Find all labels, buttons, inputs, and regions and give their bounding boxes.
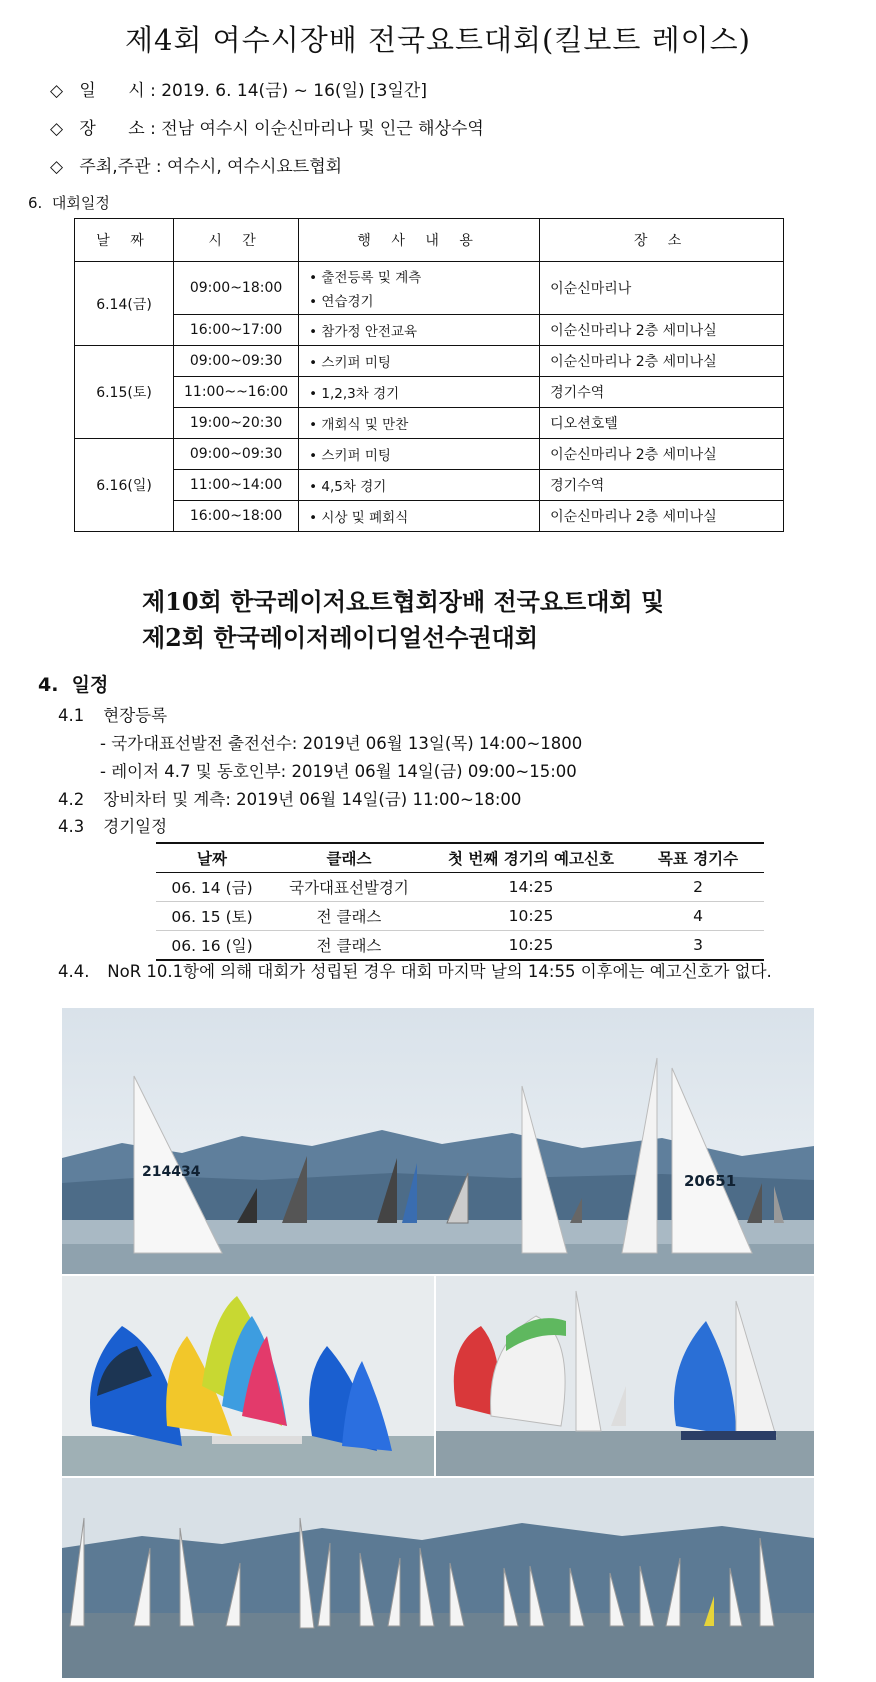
date-cell: 6.14(금) [75, 262, 174, 346]
place-cell: 경기수역 [540, 470, 784, 501]
info-value: 여수시, 여수시요트협회 [167, 157, 343, 177]
race-schedule-table [156, 842, 764, 961]
event-cell: • 시상 및 폐회식 [299, 501, 540, 532]
table-row [75, 439, 784, 470]
info-label: 장 소 [79, 119, 145, 139]
table-row [75, 346, 784, 377]
header-cell: 날 짜 [75, 219, 174, 262]
info-label: 주최,주관 [79, 157, 151, 177]
time-cell: 09:00~18:00 [174, 262, 299, 315]
item-number: 4.4. [58, 962, 90, 981]
place-cell: 이순신마리나 [540, 262, 784, 315]
sailing-photo-top [62, 1008, 814, 1274]
item-4-2 [58, 786, 521, 810]
info-value: 2019. 6. 14(금) ~ 16(일) [3일간] [161, 81, 427, 101]
time-cell: 09:00~09:30 [174, 439, 299, 470]
cell: 국가대표선발경기 [268, 873, 430, 902]
header-cell: 첫 번째 경기의 예고신호 [430, 843, 632, 873]
diamond-icon: ◇ [50, 157, 64, 177]
cell: 4 [632, 902, 764, 931]
date-cell: 6.16(일) [75, 439, 174, 532]
event-item: • 연습경기 [309, 294, 374, 310]
table-row [156, 902, 764, 931]
event1-title: 제4회 여수시장배 전국요트대회(킬보트 레이스) [124, 23, 751, 57]
time-cell: 09:00~09:30 [174, 346, 299, 377]
header-cell: 시 간 [174, 219, 299, 262]
time-cell: 11:00~~16:00 [174, 377, 299, 408]
info-value: 전남 여수시 이순신마리나 및 인근 해상수역 [161, 119, 484, 139]
item-text: 장비차터 및 계측: 2019년 06월 14일(금) 11:00~18:00 [103, 790, 522, 809]
info-sep: : [150, 81, 156, 101]
event-cell: • 스키퍼 미팅 [299, 439, 540, 470]
info-sep: : [155, 157, 162, 177]
table-header-row [75, 219, 784, 262]
cell: 06. 14 (금) [156, 873, 268, 902]
cell: 10:25 [430, 931, 632, 961]
item-number: 4.2 [58, 790, 85, 809]
cell: 10:25 [430, 902, 632, 931]
cell: 2 [632, 873, 764, 902]
table-row [75, 262, 784, 315]
schedule-heading: 4. 일정 [38, 674, 109, 696]
info-host [50, 152, 342, 177]
item-4-1-sub1: - 국가대표선발전 출전선수: 2019년 06월 13일(목) 14:00~1800 [100, 734, 583, 753]
sail-number: 20651 [684, 1172, 737, 1190]
place-cell: 이순신마리나 2층 세미나실 [540, 501, 784, 532]
header-cell: 목표 경기수 [632, 843, 764, 873]
item-text: 현장등록 [103, 706, 168, 725]
event2-title-line2: 제2회 한국레이저레이디얼선수권대회 [142, 623, 538, 652]
event-item: • 출전등록 및 계측 [309, 270, 422, 286]
table-row [75, 377, 784, 408]
place-cell: 이순신마리나 2층 세미나실 [540, 346, 784, 377]
section-heading: 6. 대회일정 [28, 194, 110, 212]
time-cell: 16:00~17:00 [174, 315, 299, 346]
cell: 06. 15 (토) [156, 902, 268, 931]
item-4-1-sub2: - 레이저 4.7 및 동호인부: 2019년 06월 14일(금) 09:00~15:00 [100, 762, 577, 781]
header-cell: 장 소 [540, 219, 784, 262]
table-row [156, 873, 764, 902]
header-cell: 날짜 [156, 843, 268, 873]
cell: 전 클래스 [268, 931, 430, 961]
table-row [156, 931, 764, 961]
event-cell: • 참가정 안전교육 [299, 315, 540, 346]
place-cell: 경기수역 [540, 377, 784, 408]
place-cell: 이순신마리나 2층 세미나실 [540, 315, 784, 346]
event-cell: • 스키퍼 미팅 [299, 346, 540, 377]
table-row [75, 470, 784, 501]
item-text: NoR 10.1항에 의해 대회가 성립된 경우 대회 마지막 날의 14:55 이후에는 예고신호가 없다. [107, 962, 772, 981]
diamond-icon: ◇ [50, 119, 64, 139]
info-sep: : [150, 119, 156, 139]
cell: 3 [632, 931, 764, 961]
diamond-icon: ◇ [50, 81, 64, 101]
sail-number: 214434 [142, 1164, 201, 1180]
time-cell: 11:00~14:00 [174, 470, 299, 501]
table-row [75, 408, 784, 439]
sailing-photo-fleet [62, 1478, 814, 1678]
info-label: 일 시 [79, 81, 145, 101]
place-cell: 디오션호텔 [540, 408, 784, 439]
item-4-4 [58, 958, 772, 982]
item-text: 경기일정 [103, 817, 168, 836]
event-cell: • 1,2,3차 경기 [299, 377, 540, 408]
table-header-row [156, 843, 764, 873]
item-4-1 [58, 702, 167, 726]
time-cell: 19:00~20:30 [174, 408, 299, 439]
info-place [50, 114, 484, 139]
item-4-3 [58, 813, 167, 837]
sailing-photo-spinnakers-left [62, 1276, 434, 1476]
cell: 전 클래스 [268, 902, 430, 931]
event-cell: • 개회식 및 만찬 [299, 408, 540, 439]
item-number: 4.1 [58, 706, 85, 725]
event-cell [299, 262, 540, 315]
event-cell: • 4,5차 경기 [299, 470, 540, 501]
header-cell: 행 사 내 용 [299, 219, 540, 262]
cell: 06. 16 (일) [156, 931, 268, 961]
date-cell: 6.15(토) [75, 346, 174, 439]
item-number: 4.3 [58, 817, 85, 836]
time-cell: 16:00~18:00 [174, 501, 299, 532]
info-date [50, 76, 427, 101]
header-cell: 클래스 [268, 843, 430, 873]
schedule-table [74, 218, 784, 532]
sailing-photo-spinnakers-right [436, 1276, 814, 1476]
event2-title-line1: 제10회 한국레이저요트협회장배 전국요트대회 및 [142, 587, 665, 616]
place-cell: 이순신마리나 2층 세미나실 [540, 439, 784, 470]
cell: 14:25 [430, 873, 632, 902]
table-row [75, 501, 784, 532]
table-row [75, 315, 784, 346]
